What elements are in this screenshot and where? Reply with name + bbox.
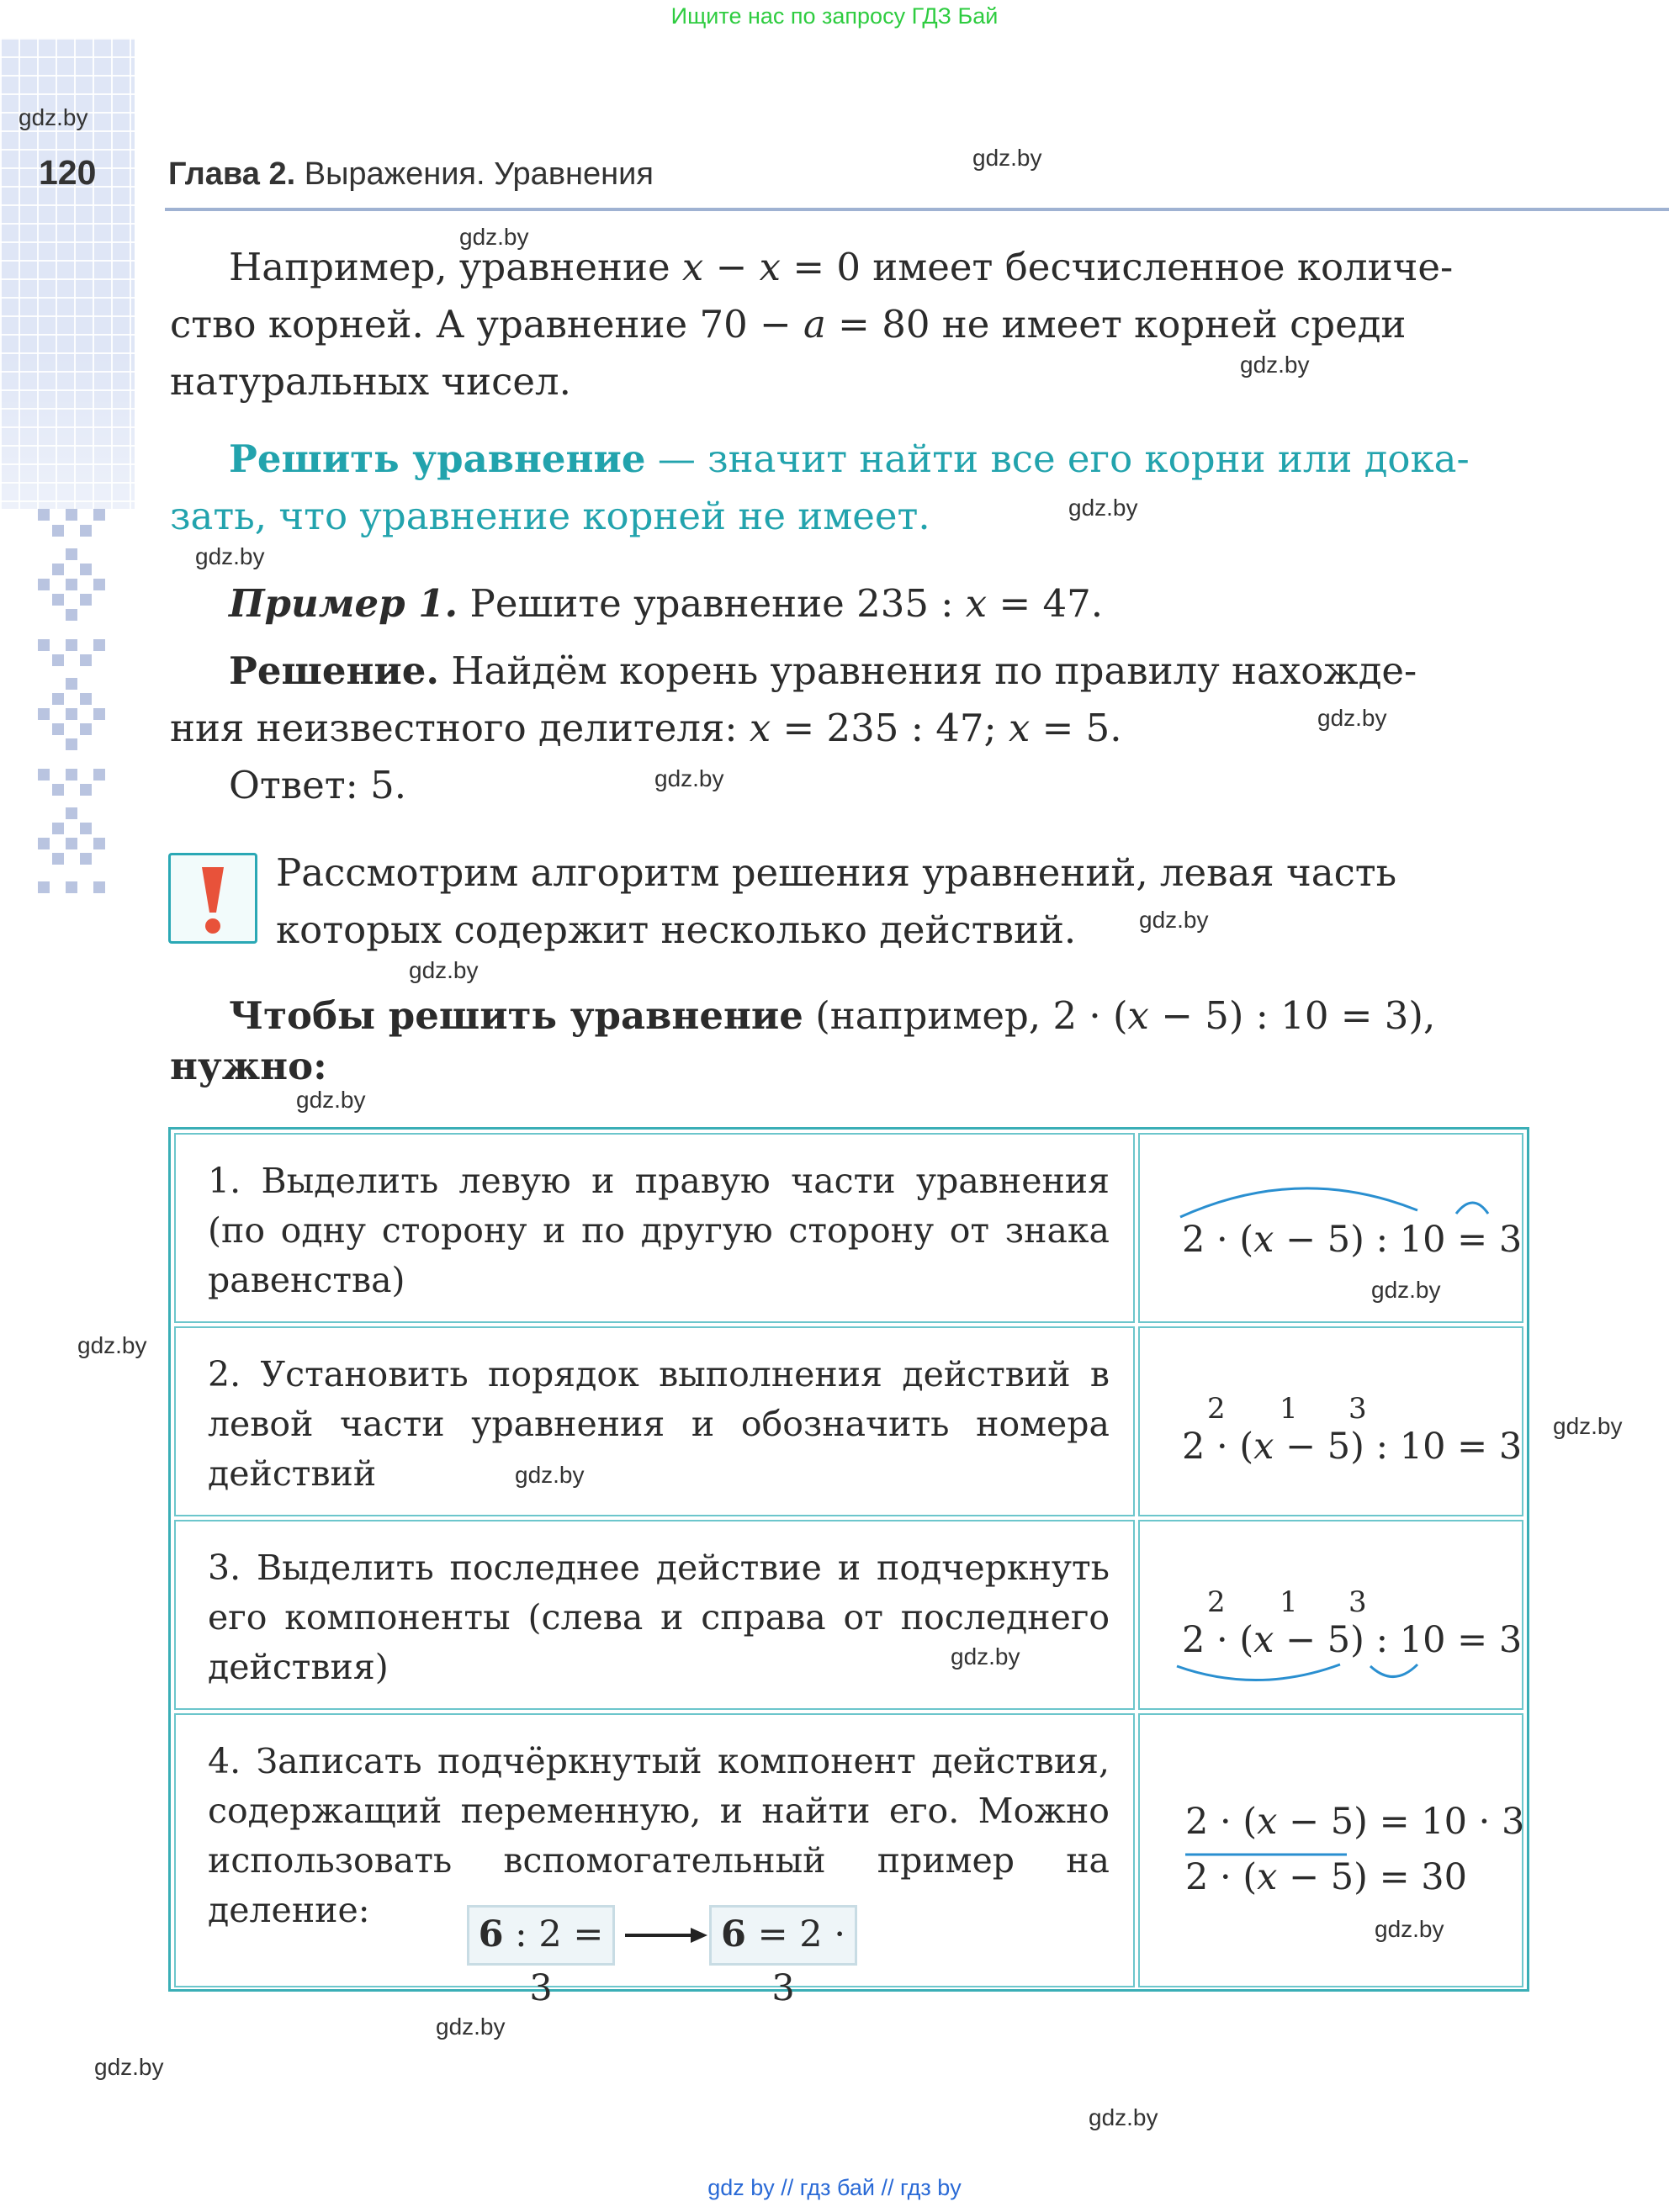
step-4-underline xyxy=(1140,1715,1525,1989)
rule-line-2: зать, что уравнение корней не имеет. xyxy=(170,494,930,538)
page-number: 120 xyxy=(39,153,97,192)
header-rule xyxy=(165,208,1669,211)
step-1-text: 1. Выделить левую и правую части уравнения (по одну сторону и по другую сторону от знака равенства) xyxy=(208,1161,1110,1300)
watermark: gdz.by xyxy=(195,543,265,569)
watermark: gdz.by xyxy=(1371,1277,1441,1303)
p1-line-1: Например, уравнение x − x = 0 имеет бесчисленное количе- xyxy=(229,245,1454,289)
step-1-text-cell xyxy=(174,1133,1135,1323)
step-4-formula-cell xyxy=(1138,1713,1523,1987)
watermark: gdz.by xyxy=(951,1643,1020,1670)
step-3-formula: 2 · (x − 5) : 10 = 3 xyxy=(1182,1619,1523,1661)
step-3-text-cell xyxy=(174,1520,1135,1710)
watermark: gdz.by xyxy=(77,1332,147,1358)
step-2-order-2: 2 xyxy=(1207,1392,1226,1426)
step-4-text: 4. Записать подчёркнутый компонент действия, содержащий переменную, и найти его. Можно использовать вспомогательный пример на деление: xyxy=(208,1741,1110,1930)
watermark: gdz.by xyxy=(1317,705,1387,731)
howto-intro: Чтобы решить уравнение (например, 2 · (x − 5) : 10 = 3), нужно: xyxy=(170,993,1436,1088)
step-2-order-1: 1 xyxy=(1280,1392,1298,1426)
step-1-formula: 2 · (x − 5) : 10 = 3 xyxy=(1182,1219,1523,1261)
watermark: gdz.by xyxy=(94,2054,164,2080)
step-3-text: 3. Выделить последнее действие и подчеркнуть его компоненты (слева и справа от последнего действия) xyxy=(208,1548,1110,1687)
step-4-formula-line-2: 2 · (x − 5) = 30 xyxy=(1185,1856,1467,1898)
algorithm-table xyxy=(168,1127,1529,2009)
step-3-underline-arcs xyxy=(1140,1521,1525,1712)
aux-example-multiplication: 6 = 2 · 3 xyxy=(709,1905,857,1966)
top-banner[interactable]: Ищите нас по запросу ГДЗ Бай xyxy=(670,3,999,29)
step-2-formula: 2 · (x − 5) : 10 = 3 xyxy=(1182,1426,1523,1468)
watermark: gdz.by xyxy=(1553,1413,1623,1439)
step-2-text-cell xyxy=(174,1326,1135,1516)
step-4-formula-line-1: 2 · (x − 5) = 10 · 3 xyxy=(1185,1801,1525,1843)
watermark: gdz.by xyxy=(1068,495,1138,521)
answer: Ответ: 5. xyxy=(229,763,407,807)
p1-line-3: натуральных чисел. xyxy=(170,359,571,404)
chapter-title xyxy=(168,156,654,193)
example-1: Пример 1. Решите уравнение 235 : x = 47. xyxy=(229,581,1104,626)
exclamation-icon xyxy=(171,855,255,941)
exclamation-box xyxy=(168,853,257,944)
watermark: gdz.by xyxy=(296,1087,366,1113)
watermark: gdz.by xyxy=(972,145,1042,171)
watermark: gdz.by xyxy=(654,765,724,791)
watermark: gdz.by xyxy=(459,224,529,250)
chapter-label: Глава 2. xyxy=(168,156,296,192)
step-4-text-cell xyxy=(174,1713,1135,2009)
chapter-name: Выражения. Уравнения xyxy=(304,156,654,192)
howto-line-2: нужно: xyxy=(170,1044,327,1088)
watermark: gdz.by xyxy=(1089,2104,1158,2130)
solution-label: Решение. xyxy=(229,648,440,693)
step-2-order-3: 3 xyxy=(1348,1392,1367,1426)
watermark: gdz.by xyxy=(1375,1916,1444,1942)
rule-bold: Решить уравнение xyxy=(229,437,646,481)
ornament-pattern xyxy=(34,505,109,900)
watermark: gdz.by xyxy=(1240,352,1310,378)
paragraph-infinite-roots xyxy=(170,239,1529,410)
watermark: gdz.by xyxy=(1139,907,1209,933)
watermark: gdz.by xyxy=(436,2014,506,2040)
watermark: gdz.by xyxy=(19,104,88,130)
note-algorithm: Рассмотрим алгоритм решения уравнений, левая часть которых содержит несколько действий. xyxy=(276,850,1397,952)
rule-definition: Решить уравнение — значит найти все его корни или дока- зать, что уравнение корней не имеет. xyxy=(170,431,1529,545)
p1-line-2: ство корней. А уравнение 70 − a = 80 не имеет корней среди xyxy=(170,302,1407,347)
step-2-text: 2. Установить порядок выполнения действий в левой части уравнения и обозначить номера действий xyxy=(208,1354,1110,1494)
footer-links[interactable]: gdz by // гдз бай // гдз by xyxy=(707,2175,962,2200)
step-3-order-1: 1 xyxy=(1280,1585,1298,1619)
step-3-order-3: 3 xyxy=(1348,1585,1367,1619)
step-3-formula-cell xyxy=(1138,1520,1523,1710)
example-label: Пример 1. xyxy=(229,581,458,626)
step-1-formula-cell xyxy=(1138,1133,1523,1323)
arrow-right-icon xyxy=(623,1925,711,1945)
watermark: gdz.by xyxy=(515,1462,585,1488)
howto-bold: Чтобы решить уравнение xyxy=(229,993,803,1038)
watermark: gdz.by xyxy=(409,957,479,983)
aux-example-division: 6 : 2 = 3 xyxy=(467,1905,615,1966)
step-3-order-2: 2 xyxy=(1207,1585,1226,1619)
step-2-formula-cell xyxy=(1138,1326,1523,1516)
solution: Решение. Найдём корень уравнения по правилу нахожде- ния неизвестного делителя: x = 235 : 47; x = 5. Ответ: 5. xyxy=(170,643,1529,814)
